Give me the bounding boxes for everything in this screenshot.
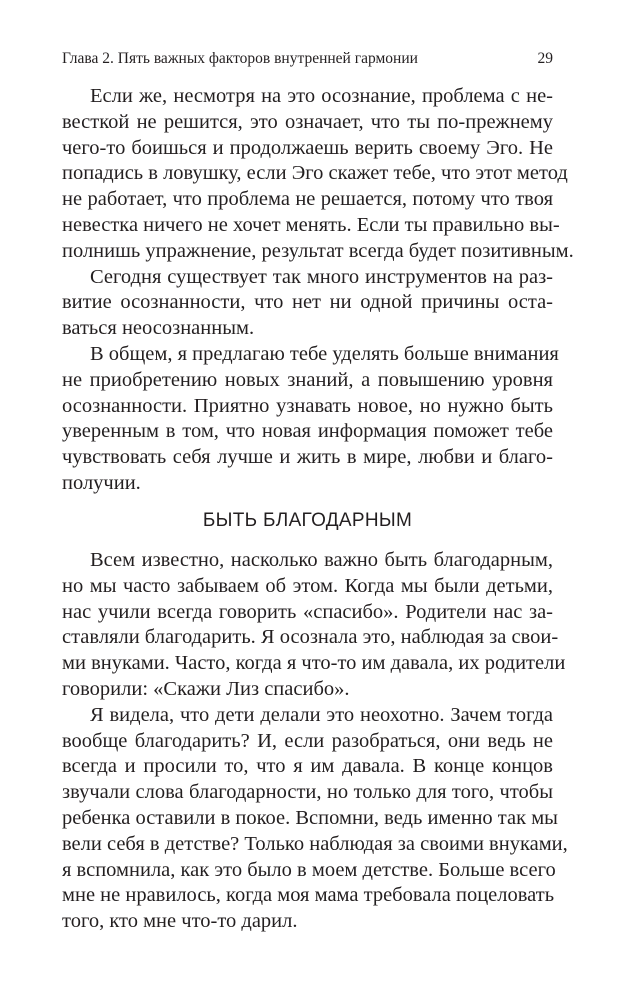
text-line: ребенка оставили в покое. Вспомни, ведь именно так мы [62, 806, 558, 829]
section-body-1 [62, 84, 574, 497]
running-header [62, 50, 553, 68]
chapter-title: Глава 2. Пять важных факторов внутренней гармонии [62, 50, 418, 67]
text-line: того, кто мне что-то дарил. [62, 910, 298, 933]
text-line: Если же, несмотря на это осознание, проблема с не- [90, 85, 553, 107]
text-line: нас учили всегда говорить «спасибо». Родители нас за- [62, 600, 553, 623]
text-line: говорили: «Скажи Лиз спасибо». [62, 677, 350, 700]
text-line: мне не нравилось, когда моя мама требовала поцеловать [62, 884, 555, 907]
text-line: ми внуками. Часто, когда я что-то им давала, их родители [62, 652, 566, 675]
text-line: ваться неосознанным. [62, 317, 255, 340]
text-line: вели себя в детстве? Только наблюдая за своими внуками, [62, 832, 568, 855]
text-line: чего-то боишься и продолжаешь верить своему Эго. Не [62, 136, 553, 159]
text-line: вообще благодарить? И, если разобраться, они ведь не [62, 729, 553, 752]
text-line: полнишь упражнение, результат всегда будет позитивным. [62, 239, 574, 262]
text-line: В общем, я предлагаю тебе уделять больше внимания [90, 342, 559, 365]
paragraph [62, 265, 553, 342]
text-line: весткой не решится, это означает, что ты по-прежнему [62, 110, 553, 133]
text-line: Всем известно, насколько важно быть благодарным, [90, 549, 553, 571]
text-line: уверенным в том, что новая информация поможет тебе [62, 420, 553, 443]
paragraph [62, 703, 568, 935]
page-number: 29 [537, 50, 553, 67]
text-line: звучали слова благодарности, но только для того, чтобы [62, 781, 553, 804]
text-line: попадись в ловушку, если Эго скажет тебе, что этот метод [62, 162, 568, 185]
text-line: но мы часто забываем об этом. Когда мы были детьми, [62, 574, 553, 597]
text-line: Я видела, что дети делали это неохотно. Зачем тогда [90, 703, 553, 726]
section-heading: БЫТЬ БЛАГОДАРНЫМ [202, 510, 413, 531]
text-line: я вспомнила, как это было в моем детстве. Больше всего [62, 858, 556, 881]
text-line: витие осознанности, что нет ни одной причины оста- [62, 291, 553, 314]
text-line: невестка ничего не хочет менять. Если ты правильно вы- [62, 213, 560, 236]
text-line: не приобретению новых знаний, а повышению уровня [62, 368, 553, 391]
text-line: получии. [62, 471, 141, 494]
section-body-2 [62, 548, 568, 935]
text-line: Сегодня существует так много инструментов на раз- [90, 265, 553, 288]
text-line: ставляли благодарить. Я осознала это, наблюдая за свои- [62, 626, 559, 649]
text-line: осознанности. Приятно узнавать новое, но нужно быть [62, 394, 553, 417]
text-line: не работает, что проблема не решается, потому что твоя [62, 188, 553, 211]
paragraph [62, 342, 559, 497]
text-line: всегда и просили то, что я им давала. В конце концов [62, 755, 553, 778]
text-line: чувствовать себя лучше и жить в мире, любви и благо- [62, 446, 553, 469]
paragraph [62, 548, 566, 703]
paragraph [62, 84, 574, 265]
